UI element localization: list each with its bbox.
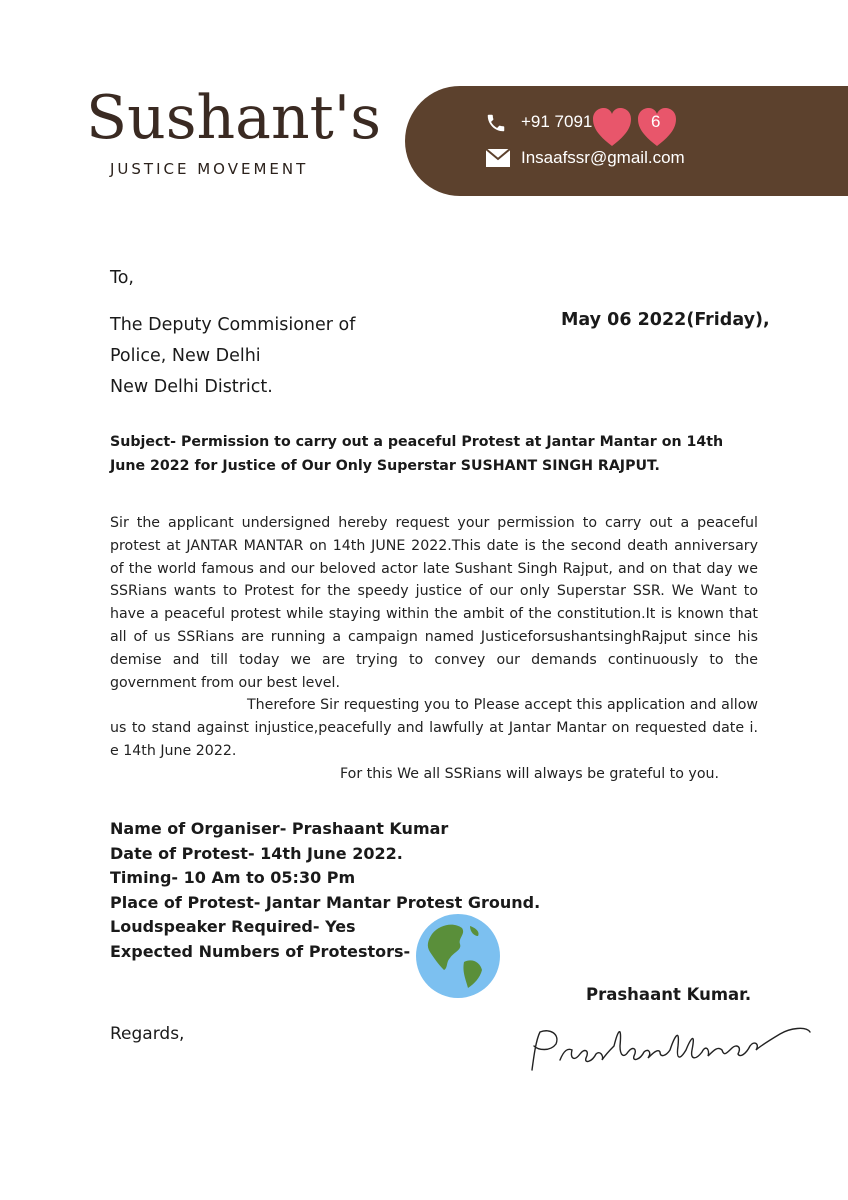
detail-item: Timing- 10 Am to 05:30 Pm bbox=[110, 868, 356, 887]
recipient-line: The Deputy Commisioner of bbox=[110, 315, 356, 335]
hearts-overlay bbox=[591, 106, 683, 152]
logo-subtitle: JUSTICE MOVEMENT bbox=[110, 160, 309, 178]
logo-title: Sushant's bbox=[86, 83, 381, 153]
phone-icon bbox=[485, 112, 511, 132]
detail-item: Expected Numbers of Protestors- bbox=[110, 941, 411, 961]
subject-line: Subject- Permission to carry out a peaceful Protest at Jantar Mantar on 14th bbox=[110, 434, 724, 450]
subject bbox=[110, 430, 760, 478]
letter-body bbox=[110, 512, 758, 786]
handwritten-signature bbox=[520, 1010, 820, 1094]
detail-item: Name of Organiser- Prashaant Kumar bbox=[110, 819, 449, 838]
regards: Regards, bbox=[110, 1024, 185, 1044]
contact-bar bbox=[405, 86, 848, 196]
globe-icon bbox=[414, 912, 502, 1004]
email-row bbox=[485, 148, 685, 168]
subject-line: June 2022 for Justice of Our Only Superstar SUSHANT SINGH RAJPUT. bbox=[110, 458, 660, 474]
detail-item: Place of Protest- Jantar Mantar Protest Ground. bbox=[110, 892, 541, 912]
detail-item: Loudspeaker Required- Yes bbox=[110, 917, 356, 936]
recipient-line: Police, New Delhi bbox=[110, 346, 261, 366]
body-paragraph: Therefore Sir requesting you to Please accept this application and allow us to stand against injustice,peacefully and lawfully at Jantar Mantar on requested date i. e 14th June 2022. bbox=[110, 697, 758, 759]
heart-icon bbox=[593, 108, 631, 146]
recipient-line: New Delhi District. bbox=[110, 377, 273, 397]
letter-date: May 06 2022(Friday), bbox=[561, 310, 770, 330]
recipient-address bbox=[110, 310, 355, 403]
body-paragraph: For this We all SSRians will always be grateful to you. bbox=[340, 765, 720, 782]
email-address: Insaafssr@gmail.com bbox=[521, 148, 685, 167]
detail-item: Date of Protest- 14th June 2022. bbox=[110, 843, 403, 863]
phone-suffix bbox=[651, 112, 660, 132]
phone-row bbox=[485, 112, 592, 132]
body-paragraph: Sir the applicant undersigned hereby request your permission to carry out a peaceful protest at JANTAR MANTAR on 14th JUNE 2022.This date is the second death anniversary of the world famous and our beloved actor late Sushant Singh Rajput, and on that day we SSRians wants to Protest for the speedy justice of our only Superstar SSR. We Want to have a peaceful protest while staying within the ambit of the constitution.It is known that all of us SSRians are running a campaign named JusticeforsushantsinghRajput since his demise and till today we are trying to convey our demands continuously to the government from our best level. bbox=[110, 515, 758, 691]
phone-number: +91 7091 bbox=[521, 112, 593, 131]
signer-name: Prashaant Kumar. bbox=[586, 985, 752, 1004]
phone-number-suffix: 6 bbox=[651, 112, 661, 131]
mail-icon bbox=[485, 148, 511, 168]
salutation: To, bbox=[110, 268, 134, 288]
